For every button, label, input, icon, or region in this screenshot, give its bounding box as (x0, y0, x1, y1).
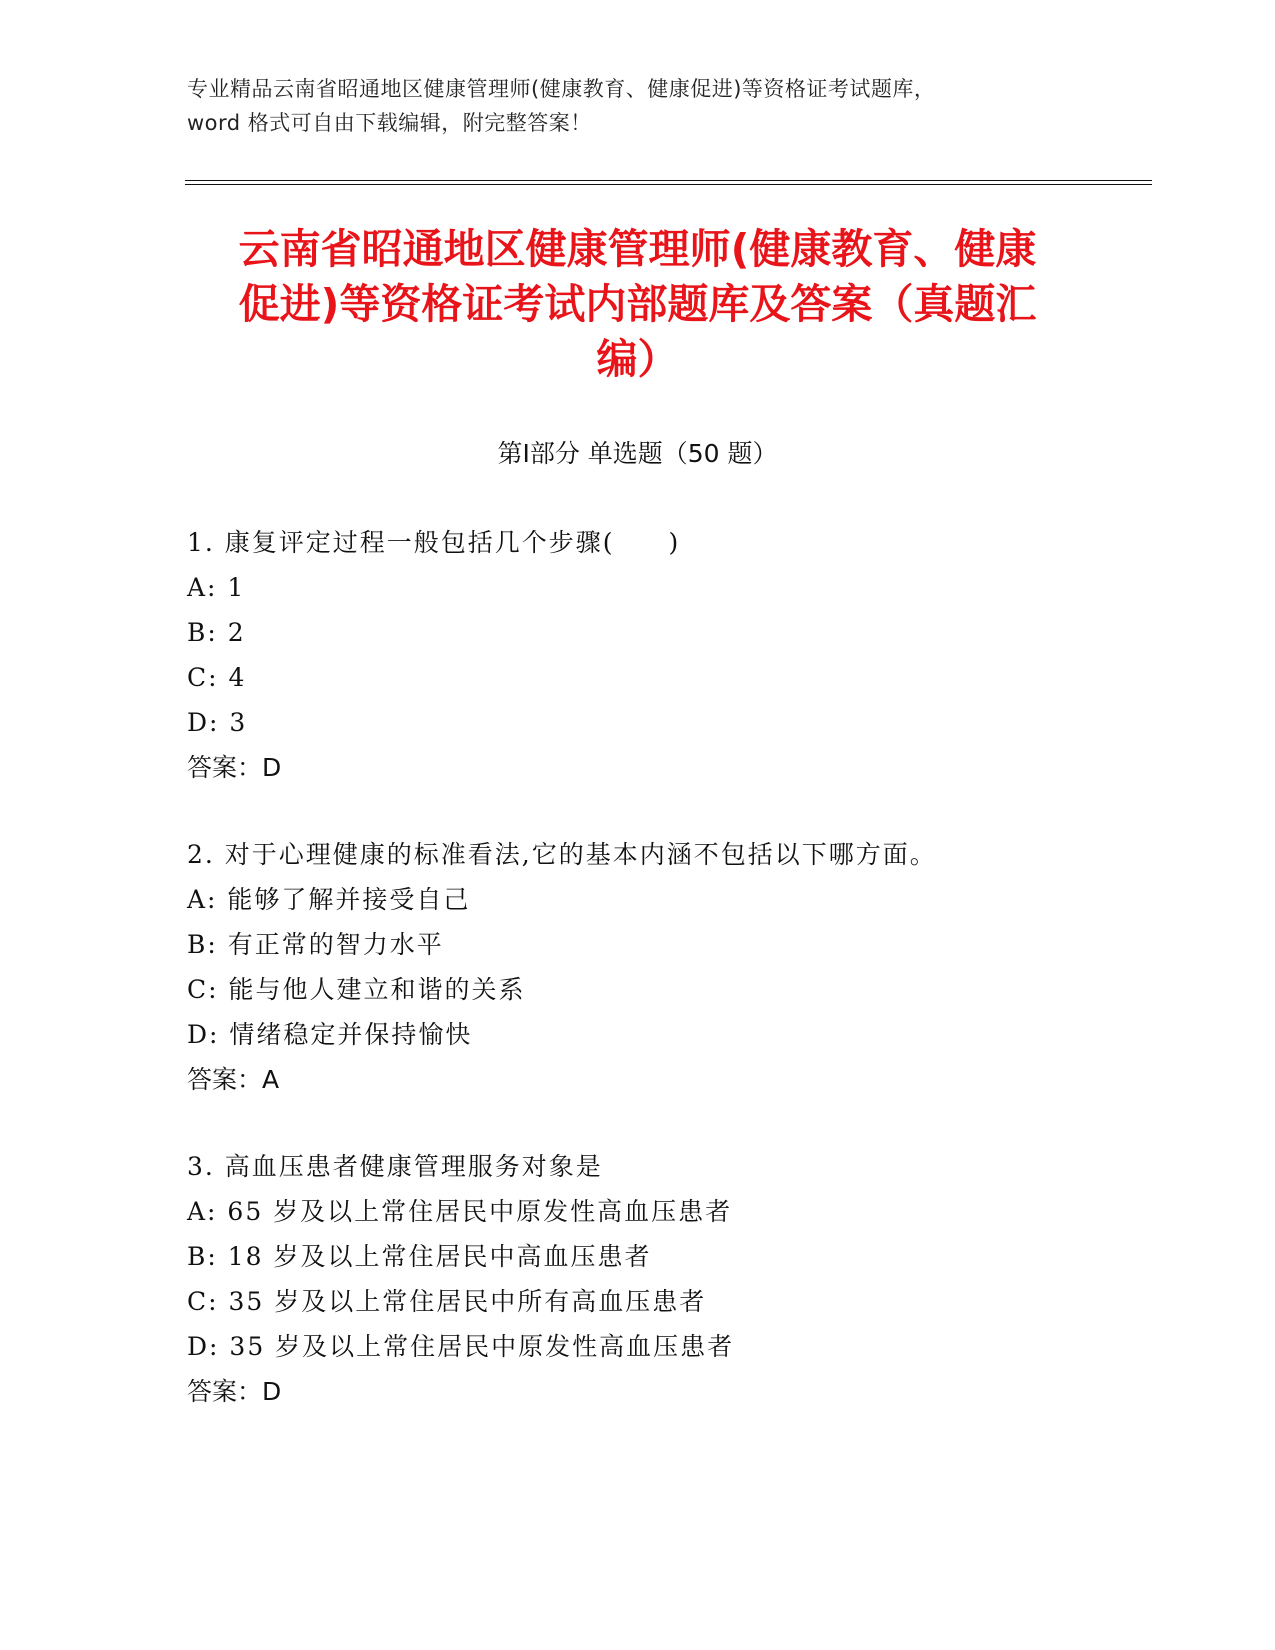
question-stem: 2. 对于心理健康的标准看法,它的基本内涵不包括以下哪方面。 (187, 840, 937, 869)
option-b: B: 2 (187, 618, 246, 647)
option-b: B: 18 岁及以上常住居民中高血压患者 (187, 1242, 652, 1271)
header-note-line-2: word 格式可自由下载编辑，附完整答案！ (187, 111, 592, 135)
question-stem: 3. 高血压患者健康管理服务对象是 (187, 1152, 603, 1181)
question-stem: 1. 康复评定过程一般包括几个步骤( ) (187, 528, 681, 557)
header-note (187, 72, 1087, 140)
answer-key: 答案：A (187, 1065, 280, 1094)
header-note-line-1: 专业精品云南省昭通地区健康管理师(健康教育、健康促进)等资格证考试题库， (187, 77, 936, 101)
document-title-line-3: 编） (596, 335, 679, 383)
question-1 (187, 520, 1127, 790)
document-title-line-1: 云南省昭通地区健康管理师(健康教育、健康 (238, 225, 1037, 273)
question-2 (187, 832, 1127, 1102)
question-3 (187, 1144, 1127, 1414)
option-c: C: 能与他人建立和谐的关系 (187, 975, 526, 1004)
option-c: C: 35 岁及以上常住居民中所有高血压患者 (187, 1287, 707, 1316)
option-c: C: 4 (187, 663, 247, 692)
question-list (187, 520, 1127, 1456)
option-a: A: 65 岁及以上常住居民中原发性高血压患者 (187, 1197, 733, 1226)
answer-key: 答案：D (187, 1377, 282, 1406)
section-heading: 第Ⅰ部分 单选题（50 题） (497, 439, 778, 468)
document-title (185, 222, 1090, 387)
option-d: D: 3 (187, 708, 248, 737)
option-d: D: 情绪稳定并保持愉快 (187, 1020, 473, 1049)
option-a: A: 能够了解并接受自己 (187, 885, 471, 914)
header-divider-top (185, 180, 1152, 181)
answer-key: 答案：D (187, 753, 282, 782)
document-title-line-2: 促进)等资格证考试内部题库及答案（真题汇 (238, 280, 1037, 328)
option-a: A: 1 (187, 573, 246, 602)
header-divider-bottom (185, 184, 1152, 185)
option-b: B: 有正常的智力水平 (187, 930, 444, 959)
option-d: D: 35 岁及以上常住居民中原发性高血压患者 (187, 1332, 735, 1361)
